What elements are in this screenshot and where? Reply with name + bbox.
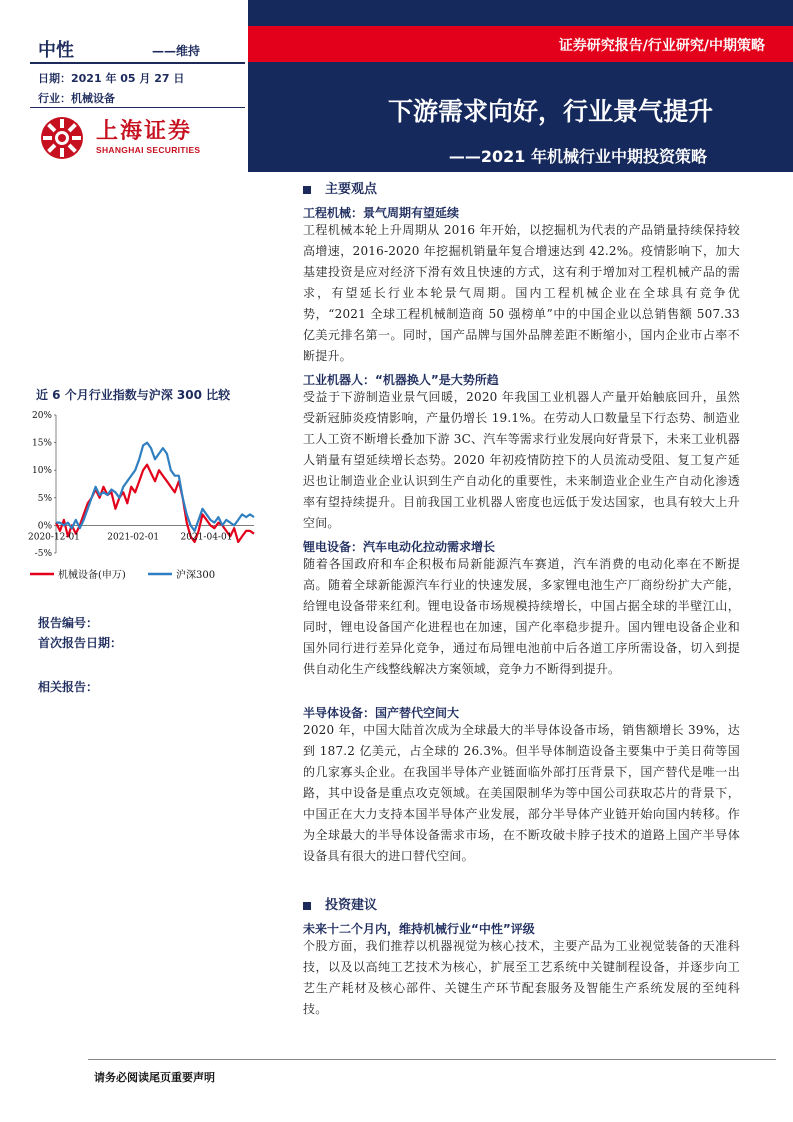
subsection-heading: 工程机械：景气周期有望延续 xyxy=(303,206,460,220)
section-title: 主要观点 xyxy=(325,182,378,197)
subsection-heading: 半导体设备：国产替代空间大 xyxy=(303,706,460,720)
first-report-date-label: 首次报告日期： xyxy=(38,636,123,650)
legend-label: 机械设备(申万) xyxy=(58,570,126,581)
footer-disclaimer: 请务必阅读尾页重要声明 xyxy=(94,1071,215,1084)
subsection-heading: 工业机器人：“机器换人”是大势所趋 xyxy=(303,373,499,387)
chart-caption: 近 6 个月行业指数与沪深 300 比较 xyxy=(36,388,231,402)
series-line xyxy=(56,465,254,542)
x-tick-label: 2020-12-01 xyxy=(28,532,80,543)
y-tick-label: 15% xyxy=(31,438,52,449)
y-tick-label: -5% xyxy=(34,549,52,559)
banner-top-bar xyxy=(248,0,793,26)
legend-label: 沪深300 xyxy=(176,570,216,581)
paragraph: 工程机械本轮上升周期从 2016 年开始，以挖掘机为代表的产品销量持续保持较高增速，2016-2020 年挖掘机销量年复合增速达到 42.2%。疫情影响下，加大基建投资是应对经济下滑有效且快速的方式，这有利于增加对工程机械产品的需求，有望延长行业本轮景气周期。国内工程机械企业在全球具有竞争优势，“2021 全球工程机械制造商 50 强榜单”中的中国企业以总销售额 507.33 亿美元排名第一。同时，国产品牌与国外品牌差距不断缩小，国内企业市占率不断提升。 xyxy=(303,223,740,363)
report-title: 下游需求向好，行业景气提升 xyxy=(387,97,713,126)
footer-divider xyxy=(88,1059,776,1060)
subsection-heading: 未来十二个月内，维持机械行业“中性”评级 xyxy=(303,922,535,936)
industry-label: 行业：机械设备 xyxy=(38,92,115,105)
y-tick-label: 10% xyxy=(31,466,52,477)
rating-label: 中性 xyxy=(38,40,74,61)
report-type: 证券研究报告/行业研究/中期策略 xyxy=(558,38,765,54)
x-tick-label: 2021-04-01 xyxy=(180,532,233,543)
company-logo xyxy=(40,114,220,164)
y-tick-label: 20% xyxy=(31,411,52,421)
y-tick-label: 5% xyxy=(37,493,52,504)
paragraph: 个股方面，我们推荐以机器视觉为核心技术，主要产品为工业视觉装备的天准科技，以及以高纯工艺技术为核心，扩展至工艺系统中关键制程设备，并逐步向工艺生产耗材及核心部件、关键生产环节配套服务及智能生产系统发展的至纯科技。 xyxy=(303,939,740,1016)
series-line xyxy=(56,443,254,531)
section-title: 投资建议 xyxy=(325,898,378,913)
report-date: 日期：2021 年 05 月 27 日 xyxy=(38,72,185,85)
section-investment-advice xyxy=(303,894,377,913)
section-main-points xyxy=(303,178,377,197)
report-number-label: 报告编号： xyxy=(38,616,99,630)
square-bullet-icon xyxy=(303,902,311,910)
header-divider xyxy=(30,62,245,64)
x-tick-label: 2021-02-01 xyxy=(107,532,160,543)
square-bullet-icon xyxy=(303,186,311,194)
paragraph: 2020 年，中国大陆首次成为全球最大的半导体设备市场，销售额增长 39%，达到 187.2 亿美元，占全球的 26.3%。但半导体制造设备主要集中于美日荷等国的几家寡头企业。在我国半导体产业链面临外部打压背景下，国产替代是唯一出路，其中设备是重点攻克领域。在美国限制华为等中国公司获取芯片的背景下，中国正在大力支持本国半导体产业发展，部分半导体产业链开始向国内转移。作为全球最大的半导体设备需求市场，在不断攻破卡脖子技术的道路上国产半导体设备具有很大的进口替代空间。 xyxy=(303,723,740,863)
rating-note: ——维持 xyxy=(152,44,201,58)
paragraph: 随着各国政府和车企积极布局新能源汽车赛道，汽车消费的电动化率在不断提高。随着全球新能源汽车行业的快速发展，多家锂电池生产厂商纷纷扩大产能，给锂电设备带来红利。锂电设备市场规模持续增长，中国占据全球的半壁江山，同时，锂电设备国产化进程也在加速，国产化率稳步提升。国内锂电设备企业和国外同行进行差异化竞争，通过布局锂电池前中后各道工序所需设备，切入到提供自动化生产线整线解决方案领域，竞争力不断得到提升。 xyxy=(303,557,740,676)
subsection-heading: 锂电设备：汽车电动化拉动需求增长 xyxy=(303,540,496,554)
header-divider-2 xyxy=(30,107,245,108)
logo-chinese-name: 上海证券 xyxy=(96,119,193,144)
index-comparison-chart xyxy=(26,406,262,586)
paragraph: 受益于下游制造业景气回暖，2020 年我国工业机器人产量开始触底回升，虽然受新冠肺炎疫情影响，产量仍增长 19.1%。在劳动人口数量呈下行态势、制造业工人工资不断增长叠加下游 3C、汽车等需求行业发展向好背景下，未来工业机器人销量有望延续增长态势。2020 年初疫情防控下的人员流动受阻、复工复产延迟也让制造业企业认识到生产自动化的重要性，未来制造业企业生产自动化渗透率有望持续提升。目前我国工业机器人密度也远低于发达国家，也具有较大上升空间。 xyxy=(303,390,740,530)
logo-english-name: SHANGHAI SECURITIES xyxy=(96,145,201,155)
report-subtitle: ——2021 年机械行业中期投资策略 xyxy=(448,147,707,166)
related-reports-label: 相关报告： xyxy=(38,680,99,694)
logo-emblem-icon xyxy=(40,116,84,160)
y-tick-label: 0% xyxy=(37,521,52,532)
